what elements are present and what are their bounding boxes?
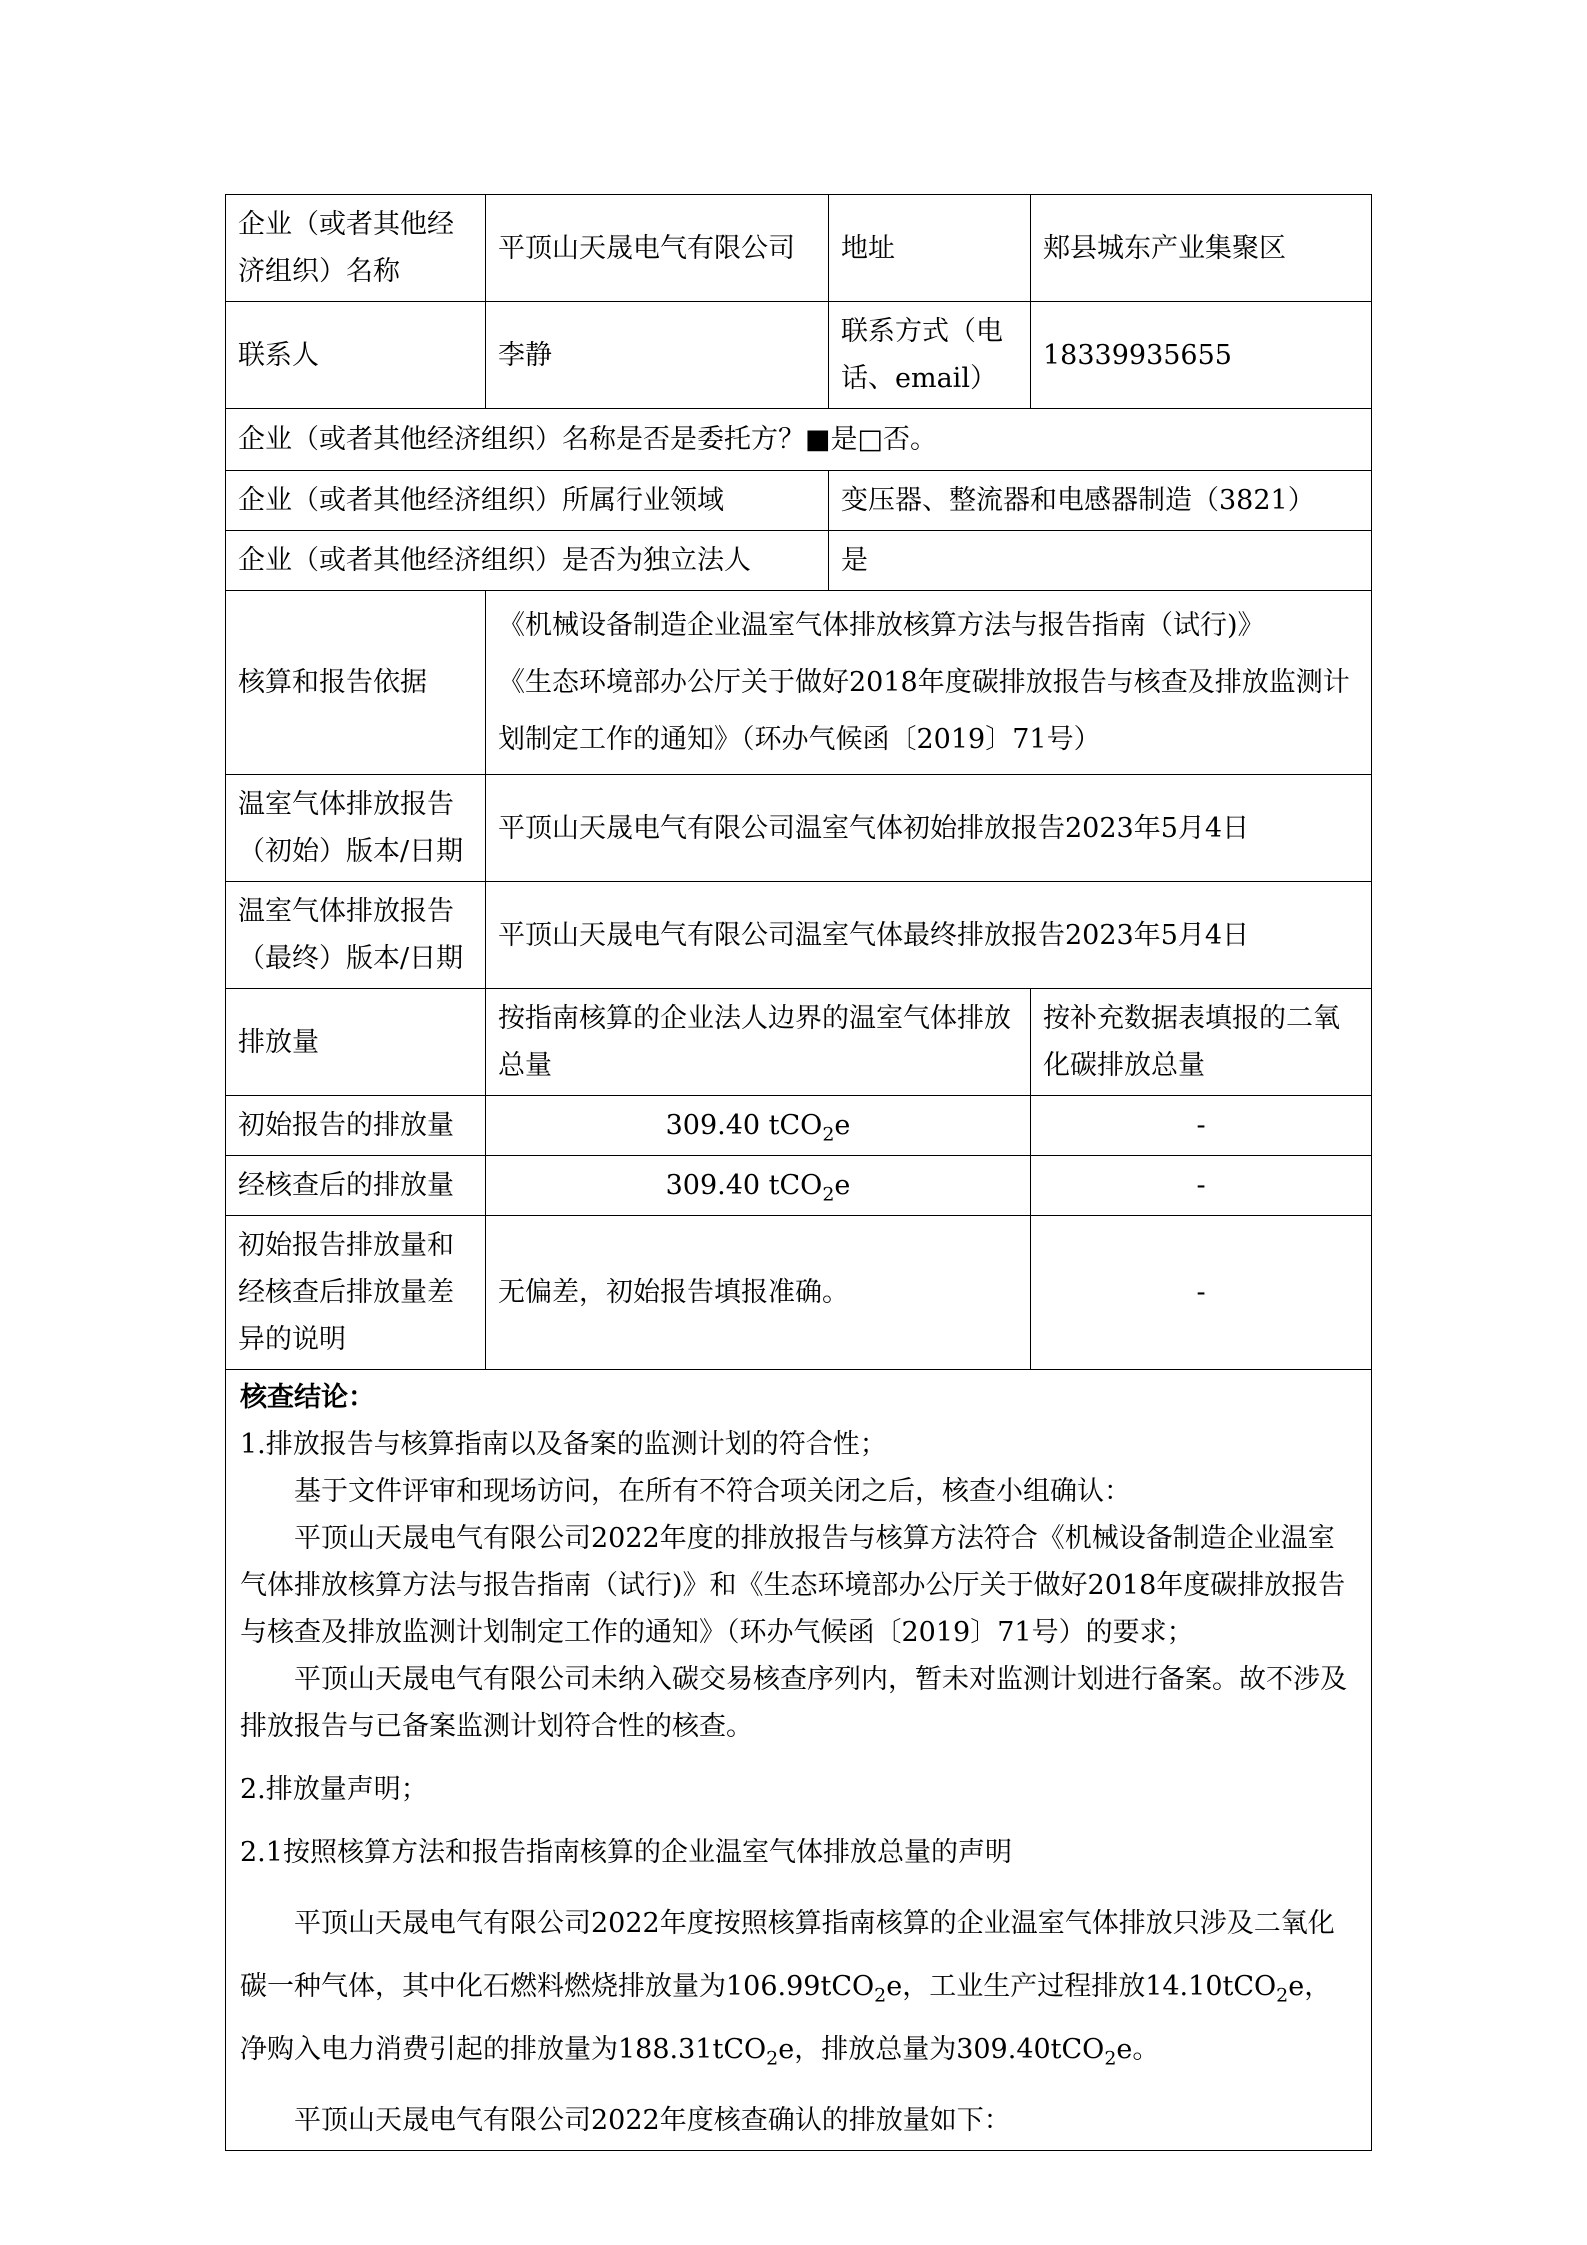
initial-emission-value: 309.40 tCO$_2$e bbox=[486, 1096, 1031, 1156]
emission-label: 排放量 bbox=[226, 989, 486, 1096]
address-value: 郏县城东产业集聚区 bbox=[1031, 195, 1372, 302]
conclusion-paragraph-7: 平顶山天晟电气有限公司2022年度按照核算指南核算的企业温室气体排放只涉及二氧化碳一种气体，其中化石燃料燃烧排放量为106.99tCO$_2$e，工业生产过程排放14.10tCO$_2$e，净购入电力消费引起的排放量为188.31tCO$_2$e，排放总量为309.40tCO$_2$e。 bbox=[240, 1908, 1335, 2070]
difference-supp: - bbox=[1031, 1216, 1372, 1370]
initial-emission-label: 初始报告的排放量 bbox=[226, 1096, 486, 1156]
contact-value: 李静 bbox=[486, 302, 829, 409]
contact-method-label: 联系方式（电话、email） bbox=[829, 302, 1031, 409]
difference-value: 无偏差，初始报告填报准确。 bbox=[486, 1216, 1031, 1370]
address-label: 地址 bbox=[829, 195, 1031, 302]
conclusion-paragraph-2: 基于文件评审和现场访问，在所有不符合项关闭之后，核查小组确认： bbox=[294, 1476, 1131, 1507]
conclusion-paragraph-4: 平顶山天晟电气有限公司未纳入碳交易核查序列内，暂未对监测计划进行备案。故不涉及排放报告与已备案监测计划符合性的核查。 bbox=[240, 1664, 1347, 1742]
conclusion-item-2: 2.排放量声明； bbox=[240, 1774, 428, 1805]
emission-col-header-1: 按指南核算的企业法人边界的温室气体排放总量 bbox=[486, 989, 1031, 1096]
conclusion-section bbox=[226, 1370, 1372, 2151]
company-name: 平顶山天晟电气有限公司 bbox=[486, 195, 829, 302]
conclusion-item-2-1: 2.1按照核算方法和报告指南核算的企业温室气体排放总量的声明 bbox=[240, 1837, 1012, 1868]
initial-emission-supp: - bbox=[1031, 1096, 1372, 1156]
conclusion-paragraph-8: 平顶山天晟电气有限公司2022年度核查确认的排放量如下： bbox=[294, 2105, 1011, 2136]
phone-value: 18339935655 bbox=[1031, 302, 1372, 409]
basis-label: 核算和报告依据 bbox=[226, 591, 486, 775]
verified-emission-label: 经核查后的排放量 bbox=[226, 1156, 486, 1216]
initial-report-label: 温室气体排放报告（初始）版本/日期 bbox=[226, 775, 486, 882]
contact-label: 联系人 bbox=[226, 302, 486, 409]
legal-person-value: 是 bbox=[829, 531, 1372, 591]
basis-value bbox=[486, 591, 1372, 775]
verified-emission-value: 309.40 tCO$_2$e bbox=[486, 1156, 1031, 1216]
verification-table bbox=[225, 194, 1372, 2151]
conclusion-title: 核查结论： bbox=[240, 1382, 375, 1413]
emission-col-header-2: 按补充数据表填报的二氧化碳排放总量 bbox=[1031, 989, 1372, 1096]
basis-item-1: 《机械设备制造企业温室气体排放核算方法与报告指南（试行)》 bbox=[498, 610, 1265, 641]
industry-label: 企业（或者其他经济组织）所属行业领域 bbox=[226, 471, 829, 531]
basis-item-2: 《生态环境部办公厅关于做好2018年度碳排放报告与核查及排放监测计划制定工作的通知》（环办气候函〔2019〕71号） bbox=[498, 667, 1350, 755]
initial-report-value: 平顶山天晟电气有限公司温室气体初始排放报告2023年5月4日 bbox=[486, 775, 1372, 882]
company-label: 企业（或者其他经济组织）名称 bbox=[226, 195, 486, 302]
final-report-label: 温室气体排放报告（最终）版本/日期 bbox=[226, 882, 486, 989]
entrusted-question: 企业（或者其他经济组织）名称是否是委托方？■是□否。 bbox=[226, 409, 1372, 471]
verified-emission-supp: - bbox=[1031, 1156, 1372, 1216]
conclusion-paragraph-3: 平顶山天晟电气有限公司2022年度的排放报告与核算方法符合《机械设备制造企业温室气体排放核算方法与报告指南（试行)》和《生态环境部办公厅关于做好2018年度碳排放报告与核查及排放监测计划制定工作的通知》（环办气候函〔2019〕71号）的要求； bbox=[240, 1523, 1346, 1648]
final-report-value: 平顶山天晟电气有限公司温室气体最终排放报告2023年5月4日 bbox=[486, 882, 1372, 989]
industry-value: 变压器、整流器和电感器制造（3821） bbox=[829, 471, 1372, 531]
conclusion-item-1: 1.排放报告与核算指南以及备案的监测计划的符合性； bbox=[240, 1429, 887, 1460]
difference-label: 初始报告排放量和经核查后排放量差异的说明 bbox=[226, 1216, 486, 1370]
legal-person-label: 企业（或者其他经济组织）是否为独立法人 bbox=[226, 531, 829, 591]
